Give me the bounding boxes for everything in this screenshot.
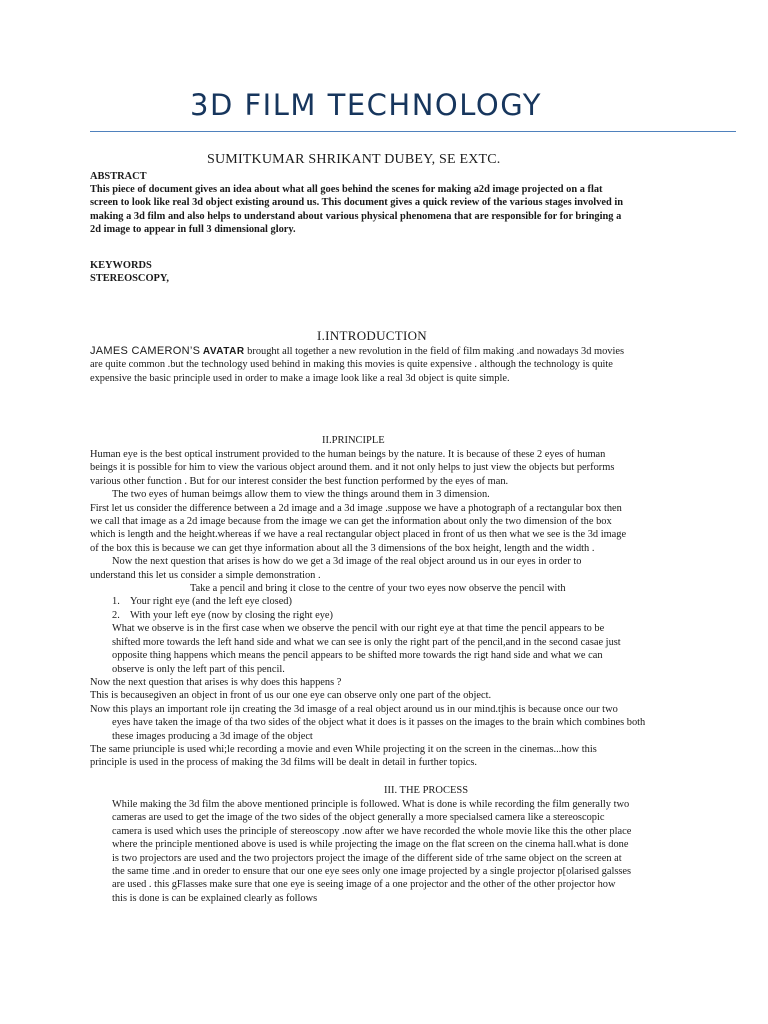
- abstract-line: making a 3d film and also helps to understand about various physical phenomena that are responsible for for bringing a: [90, 210, 622, 222]
- process-line: where the principle mentioned above is used is while projecting the image on the flat screen on the cinema hall.what is done: [112, 839, 629, 851]
- principle-line: eyes have taken the image of tha two sides of the object what it does is it passes on the images to the brain which combines both: [112, 717, 646, 729]
- process-line: camera is used which uses the principle of stereoscopy .now after we have recorded the whole movie like this the other place: [112, 825, 632, 837]
- process-line: this is done is can be explained clearly as follows: [112, 892, 318, 904]
- list-number: 1.: [112, 596, 120, 608]
- abstract-line: 2d image to appear in full 3 dimensional glory.: [90, 224, 296, 236]
- author-line: SUMITKUMAR SHRIKANT DUBEY, SE EXTC.: [207, 152, 501, 167]
- introduction-lead-name: JAMES CAMERON’S: [90, 345, 201, 357]
- abstract-heading: ABSTRACT: [90, 171, 147, 182]
- principle-heading: II.PRINCIPLE: [322, 435, 385, 446]
- introduction-body: [90, 345, 740, 385]
- principle-line: understand this let us consider a simple demonstration .: [90, 569, 321, 581]
- list-item: [90, 609, 740, 622]
- principle-line: various other function . But for our interest consider the best function performed by the eyes of man.: [90, 475, 509, 487]
- principle-line: Now this plays an important role ijn creating the 3d imasge of a real object around us in our mind.tjhis is because once our two: [90, 703, 618, 715]
- principle-line: The same priunciple is used whi;le recording a movie and even While projecting it on the screen in the cinemas...how this: [90, 743, 597, 755]
- principle-line: principle is used in the process of making the 3d films will be dealt in detail in further topics.: [90, 757, 477, 769]
- process-heading: III. THE PROCESS: [384, 785, 469, 796]
- principle-line: shifted more towards the left hand side and what we can see is only the right part of the pencil,and in the second casae just: [112, 636, 621, 648]
- principle-line: Human eye is the best optical instrument provided to the human beings by the nature. It is because of these 2 eyes of human: [90, 449, 606, 460]
- process-line: is two projectors are used and the two projectors project the image of the different side of trhe same object on the screen at: [112, 852, 622, 864]
- introduction-line: are quite common .but the technology used behind in making this movies is quite expensive . although the technology is quite: [90, 359, 613, 371]
- introduction-line: [90, 345, 740, 358]
- principle-line: The two eyes of human beimgs allow them to view the things around them in 3 dimension.: [112, 489, 490, 501]
- introduction-first-line-rest: brought all together a new revolution in the field of film making .and nowadays 3d movies: [244, 346, 625, 357]
- principle-line: Now the next question that arises is how do we get a 3d image of the real object around us in our eyes in order to: [112, 556, 582, 568]
- principle-line: observe is only the left part of this pencil.: [112, 663, 285, 675]
- abstract-line: This piece of document gives an idea about what all goes behind the scenes for making a2d image projected on a flat: [90, 184, 603, 195]
- process-line: are used . this gFlasses make sure that one eye is seeing image of a one projector and the other of the other projector how: [112, 879, 616, 891]
- principle-line: we call that image as a 2d image because from the image we can get the information about only the two dimension of the box: [90, 516, 612, 528]
- title-underline-divider: [90, 131, 736, 132]
- process-line: While making the 3d film the above mentioned principle is followed. What is done is while recording the film generally two: [112, 799, 630, 810]
- introduction-heading: I.INTRODUCTION: [317, 328, 427, 343]
- list-item: [90, 595, 740, 608]
- principle-instruction: Take a pencil and bring it close to the centre of your two eyes now observe the pencil with: [190, 583, 566, 595]
- process-line: cameras are used to get the image of the two sides of the object generally a more specialsed camera like a stereoscopic: [112, 812, 605, 824]
- introduction-line: expensive the basic principle used in order to make a image look like a real 3d object is quite simple.: [90, 372, 510, 384]
- principle-line: What we observe is in the first case when we observe the pencil with our right eye at that time the pencil appears to be: [112, 623, 605, 635]
- keywords-heading: KEYWORDS: [90, 260, 152, 271]
- principle-line: opposite thing happens which means the pencil appears to be shifted more towards the rigt hand side and what we can: [112, 650, 603, 662]
- keywords-value: STEREOSCOPY,: [90, 273, 170, 284]
- principle-body: [90, 448, 740, 770]
- principle-line: Now the next question that arises is why does this happens ?: [90, 676, 342, 688]
- principle-line: which is length and the height.whereas if we have a real rectangular object placed in front of us then what we see is the 3d image: [90, 529, 627, 541]
- principle-line: This is becausegiven an object in front of us our one eye can observe only one part of the object.: [90, 690, 492, 702]
- principle-line: of the box this is because we can get thye information about all the 3 dimensions of the box height, length and the width .: [90, 542, 595, 554]
- principle-line: these images producing a 3d image of the object: [112, 730, 313, 742]
- principle-line: beings it is possible for him to view the various object around them. and it not only helps to just view the objects but performs: [90, 462, 615, 474]
- document-title: 3D FILM TECHNOLOGY: [190, 88, 542, 122]
- list-text: With your left eye (now by closing the right eye): [130, 609, 334, 621]
- abstract-line: screen to look like real 3d object existing around us. This document gives a quick review of the various stages involved in: [90, 197, 624, 209]
- list-text: Your right eye (and the left eye closed): [130, 596, 292, 608]
- principle-line: First let us consider the difference between a 2d image and a 3d image .suppose we have a photograph of a rectangular box then: [90, 502, 622, 514]
- list-number: 2.: [112, 609, 120, 621]
- abstract-body: [90, 183, 742, 237]
- introduction-lead-title: AVATAR: [202, 346, 245, 357]
- process-line: the same time .and in oreder to ensure that our one eye sees only one image projected by a single projector p[olarised galsses: [112, 866, 632, 878]
- process-body: [90, 798, 742, 905]
